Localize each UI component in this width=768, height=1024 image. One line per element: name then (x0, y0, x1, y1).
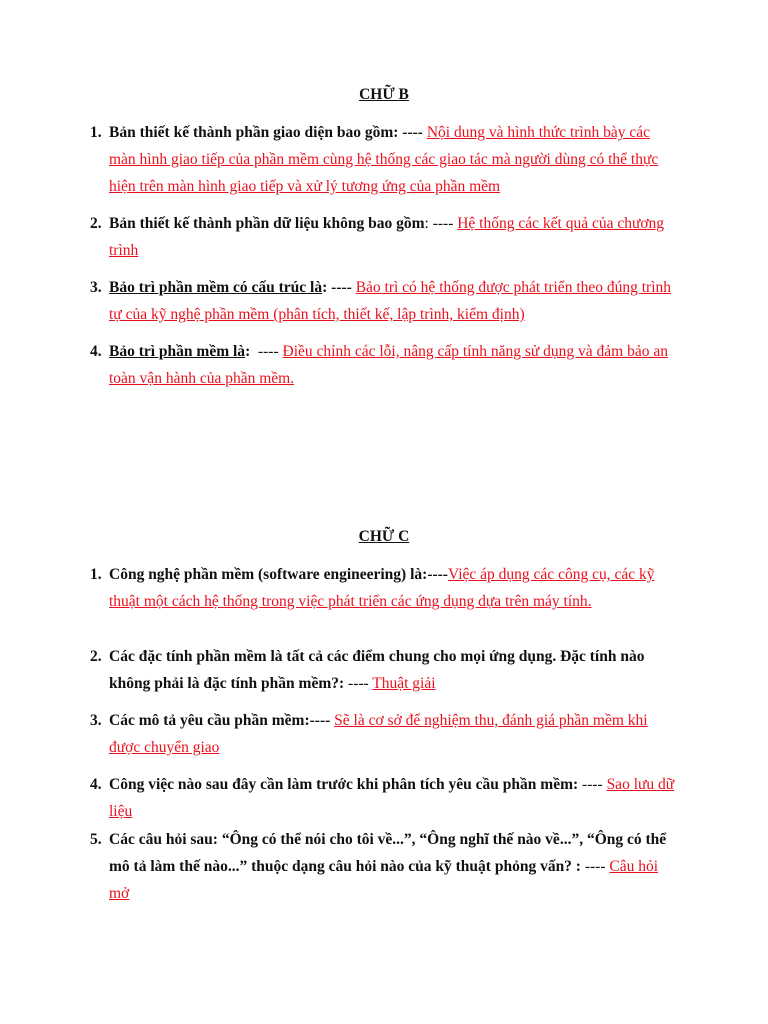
list-item (90, 561, 680, 615)
answer-text: Nội dung và hình thức trình bày các màn hình giao tiếp của phần mềm cùng hệ thống các giao tác mà người dùng có thể thực hiện trên màn hình giao tiếp và xử lý tương ứng của phần mềm (109, 124, 659, 195)
list-item (90, 119, 680, 200)
section-c-title: CHỮ C (358, 528, 410, 545)
answer-text: Điều chỉnh các lỗi, nâng cấp tính năng sử dụng và đảm bảo an toàn vận hành của phần mềm. (109, 343, 668, 387)
question-text: Các đặc tính phần mềm là tất cả các điểm chung cho mọi ứng dụng. Đặc tính nào không phải là đặc tính phần mềm?: (109, 648, 645, 692)
item-number: 4. (90, 776, 102, 793)
question-text: Bảo trì phần mềm là (109, 343, 246, 360)
answer-text: Sao lưu dữ liệu (109, 776, 675, 820)
separator: ---- (250, 343, 283, 360)
list-item (90, 826, 680, 907)
list-item (90, 707, 680, 761)
item-number: 1. (90, 124, 102, 141)
separator: ---- (309, 712, 335, 729)
question-text: Bảo trì phần mềm có cấu trúc là (109, 279, 323, 296)
answer-text: Bảo trì có hệ thống được phát triển theo đúng trình tự của kỹ nghệ phần mềm (phân tích, thiết kế, lập trình, kiểm định) (109, 279, 672, 323)
separator: ---- (580, 858, 610, 875)
question-suffix: : (245, 343, 251, 360)
item-number: 3. (90, 279, 102, 296)
separator: ---- (427, 566, 448, 583)
item-number: 4. (90, 343, 102, 360)
answer-text: Việc áp dụng các công cụ, các kỹ thuật một cách hệ thống trong việc phát triển các ứng dụng dựa trên máy tính. (109, 566, 655, 610)
answer-text: Câu hỏi mở (109, 858, 659, 902)
question-text: Công nghệ phần mềm (software engineering) là: (109, 566, 428, 583)
section-b-title: CHỮ B (359, 86, 409, 103)
item-number: 5. (90, 831, 102, 848)
separator: ---- (398, 124, 427, 141)
item-number: 3. (90, 712, 102, 729)
separator: ---- (327, 279, 356, 296)
question-text: Bản thiết kế thành phần dữ liệu không bao gồm (109, 215, 425, 232)
item-number: 2. (90, 215, 102, 232)
question-text: Các câu hỏi sau: “Ông có thể nói cho tôi về...”, “Ông nghĩ thế nào về...”, “Ông có thể mô tả làm thế nào...” thuộc dạng câu hỏi nào của kỹ thuật phỏng vấn? : (109, 831, 667, 875)
list-item (90, 274, 680, 328)
list-item (90, 771, 680, 825)
answer-text: Hệ thống các kết quả của chương trình (109, 215, 665, 259)
separator: ---- (344, 675, 373, 692)
answer-text: Thuật giải (372, 675, 436, 692)
list-item (90, 643, 680, 697)
separator: : ---- (424, 215, 458, 232)
answer-text: Sẽ là cơ sở để nghiệm thu, đánh giá phần mềm khi được chuyển giao (109, 712, 648, 756)
question-text: Các mô tả yêu cầu phần mềm: (109, 712, 310, 729)
item-number: 2. (90, 648, 102, 665)
question-text: Bản thiết kế thành phần giao diện bao gồm: (109, 124, 399, 141)
list-item (90, 338, 680, 392)
question-suffix: : (322, 279, 328, 296)
question-text: Công việc nào sau đây cần làm trước khi phân tích yêu cầu phần mềm: (109, 776, 579, 793)
item-number: 1. (90, 566, 102, 583)
separator: ---- (578, 776, 607, 793)
list-item (90, 210, 680, 264)
